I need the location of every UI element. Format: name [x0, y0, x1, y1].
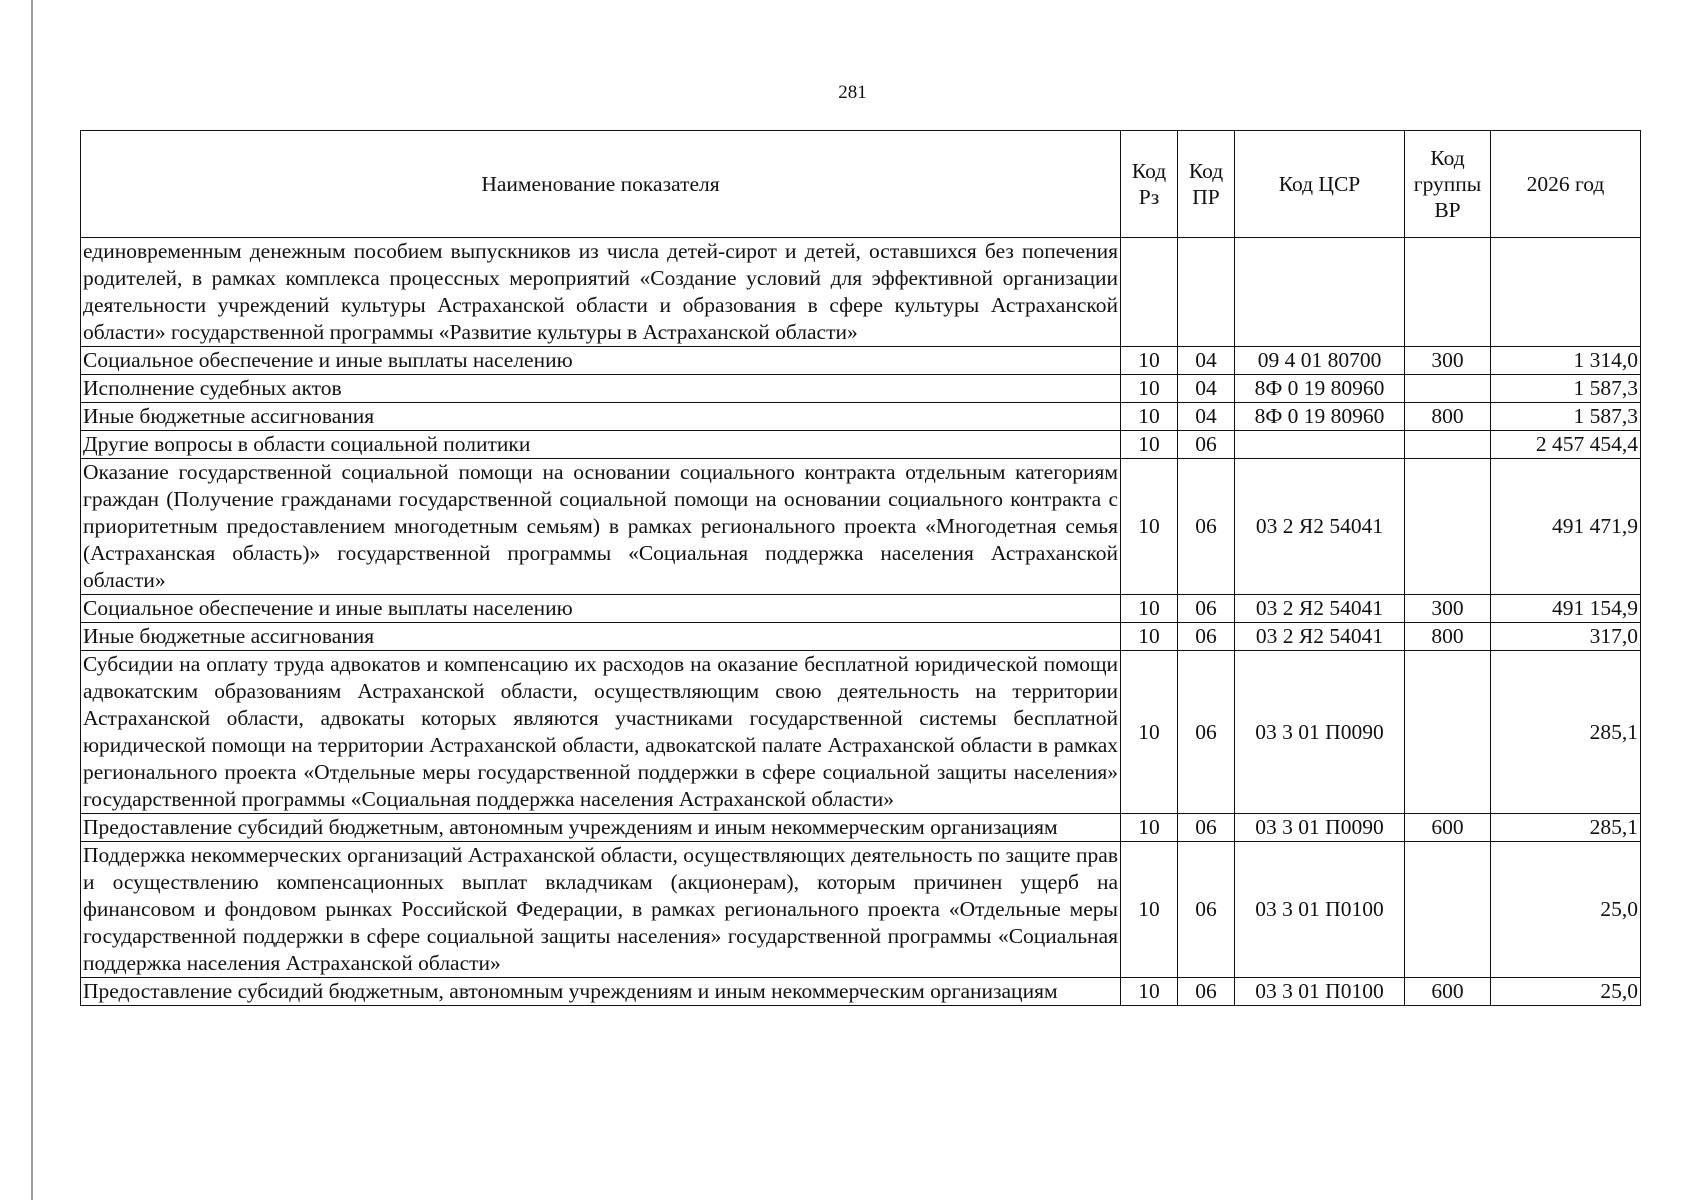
table-row: [81, 459, 1641, 595]
table-row: [81, 431, 1641, 459]
row-name: Поддержка некоммерческих организаций Астраханской области, осуществляющих деятельность по защите прав и осуществлению компенсационных выплат вкладчикам (акционерам), которым причинен ущерб на финансовом и фондовом рынках Российской Федерации, в рамках регионального проекта «Отдельные меры государственной поддержки в сфере социальной защиты населения» государственной программы «Социальная поддержка населения Астраханской области»: [81, 842, 1121, 978]
row-csr: 03 3 01 П0090: [1235, 651, 1405, 814]
row-rz: 10: [1121, 623, 1178, 651]
row-pr: 06: [1178, 814, 1235, 842]
row-rz: 10: [1121, 595, 1178, 623]
table-row: [81, 623, 1641, 651]
row-amount: 1 314,0: [1491, 347, 1641, 375]
row-amount: 317,0: [1491, 623, 1641, 651]
row-rz: 10: [1121, 459, 1178, 595]
row-rz: 10: [1121, 978, 1178, 1006]
row-csr: 03 2 Я2 54041: [1235, 595, 1405, 623]
page-number: 281: [838, 82, 867, 103]
row-vr: 800: [1405, 403, 1491, 431]
row-pr: 06: [1178, 431, 1235, 459]
row-pr: 06: [1178, 595, 1235, 623]
row-pr: [1178, 238, 1235, 347]
row-name: Социальное обеспечение и иные выплаты населению: [81, 347, 1121, 375]
table-row: [81, 978, 1641, 1006]
table-row: [81, 347, 1641, 375]
row-amount: 2 457 454,4: [1491, 431, 1641, 459]
row-csr: 03 3 01 П0090: [1235, 814, 1405, 842]
row-vr: [1405, 842, 1491, 978]
table-row: [81, 842, 1641, 978]
row-pr: 06: [1178, 651, 1235, 814]
row-amount: 285,1: [1491, 651, 1641, 814]
row-amount: 491 471,9: [1491, 459, 1641, 595]
row-name: Другие вопросы в области социальной политики: [81, 431, 1121, 459]
table-row: [81, 595, 1641, 623]
row-name: Предоставление субсидий бюджетным, автономным учреждениям и иным некоммерческим организациям: [81, 978, 1121, 1006]
row-pr: 06: [1178, 978, 1235, 1006]
row-amount: 1 587,3: [1491, 375, 1641, 403]
header-name: Наименование показателя: [81, 131, 1121, 238]
row-name: Субсидии на оплату труда адвокатов и компенсацию их расходов на оказание бесплатной юридической помощи адвокатским образованиям Астраханской области, осуществляющим свою деятельность на территории Астраханской области, адвокаты которых являются участниками государственной системы бесплатной юридической помощи на территории Астраханской области, адвокатской палате Астраханской области в рамках регионального проекта «Отдельные меры государственной поддержки в сфере социальной защиты населения» государственной программы «Социальная поддержка населения Астраханской области»: [81, 651, 1121, 814]
row-amount: [1491, 238, 1641, 347]
row-name: Исполнение судебных актов: [81, 375, 1121, 403]
row-amount: 25,0: [1491, 842, 1641, 978]
row-name: Предоставление субсидий бюджетным, автономным учреждениям и иным некоммерческим организациям: [81, 814, 1121, 842]
row-csr: 03 2 Я2 54041: [1235, 623, 1405, 651]
row-vr: 300: [1405, 595, 1491, 623]
row-rz: 10: [1121, 347, 1178, 375]
row-name: единовременным денежным пособием выпускников из числа детей-сирот и детей, оставшихся без попечения родителей, в рамках комплекса процессных мероприятий «Создание условий для эффективной организации деятельности учреждений культуры Астраханской области и образования в сфере культуры Астраханской области» государственной программы «Развитие культуры в Астраханской области»: [81, 238, 1121, 347]
table-row: [81, 403, 1641, 431]
row-pr: 06: [1178, 623, 1235, 651]
row-vr: [1405, 651, 1491, 814]
table-row: [81, 814, 1641, 842]
row-amount: 1 587,3: [1491, 403, 1641, 431]
row-vr: [1405, 238, 1491, 347]
row-rz: 10: [1121, 651, 1178, 814]
row-csr: [1235, 238, 1405, 347]
row-vr: [1405, 431, 1491, 459]
row-rz: 10: [1121, 431, 1178, 459]
row-vr: [1405, 375, 1491, 403]
row-pr: 04: [1178, 347, 1235, 375]
row-name: Социальное обеспечение и иные выплаты населению: [81, 595, 1121, 623]
row-rz: 10: [1121, 403, 1178, 431]
row-name: Оказание государственной социальной помощи на основании социального контракта отдельным категориям граждан (Получение гражданами государственной социальной помощи на основании социального контракта с приоритетным предоставлением многодетным семьям) в рамках регионального проекта «Многодетная семья (Астраханская область)» государственной программы «Социальная поддержка населения Астраханской области»: [81, 459, 1121, 595]
row-amount: 491 154,9: [1491, 595, 1641, 623]
row-rz: 10: [1121, 842, 1178, 978]
page-margin-line: [31, 0, 33, 1200]
row-rz: 10: [1121, 375, 1178, 403]
table-header-row: [81, 131, 1641, 238]
row-vr: [1405, 459, 1491, 595]
row-csr: [1235, 431, 1405, 459]
table-row: [81, 375, 1641, 403]
row-vr: 300: [1405, 347, 1491, 375]
table-row: [81, 238, 1641, 347]
row-rz: 10: [1121, 814, 1178, 842]
row-csr: 03 3 01 П0100: [1235, 842, 1405, 978]
header-csr: Код ЦСР: [1235, 131, 1405, 238]
row-csr: 03 2 Я2 54041: [1235, 459, 1405, 595]
header-vr: Код группы ВР: [1405, 131, 1491, 238]
row-pr: 06: [1178, 842, 1235, 978]
header-year: 2026 год: [1491, 131, 1641, 238]
row-csr: 8Ф 0 19 80960: [1235, 375, 1405, 403]
table-row: [81, 651, 1641, 814]
row-pr: 04: [1178, 403, 1235, 431]
row-amount: 25,0: [1491, 978, 1641, 1006]
row-csr: 03 3 01 П0100: [1235, 978, 1405, 1006]
row-pr: 04: [1178, 375, 1235, 403]
row-pr: 06: [1178, 459, 1235, 595]
row-vr: 600: [1405, 814, 1491, 842]
row-rz: [1121, 238, 1178, 347]
row-csr: 09 4 01 80700: [1235, 347, 1405, 375]
header-pr: Код ПР: [1178, 131, 1235, 238]
budget-table: [80, 130, 1641, 1006]
row-vr: 800: [1405, 623, 1491, 651]
row-name: Иные бюджетные ассигнования: [81, 623, 1121, 651]
row-name: Иные бюджетные ассигнования: [81, 403, 1121, 431]
row-amount: 285,1: [1491, 814, 1641, 842]
row-csr: 8Ф 0 19 80960: [1235, 403, 1405, 431]
header-rz: Код Рз: [1121, 131, 1178, 238]
row-vr: 600: [1405, 978, 1491, 1006]
